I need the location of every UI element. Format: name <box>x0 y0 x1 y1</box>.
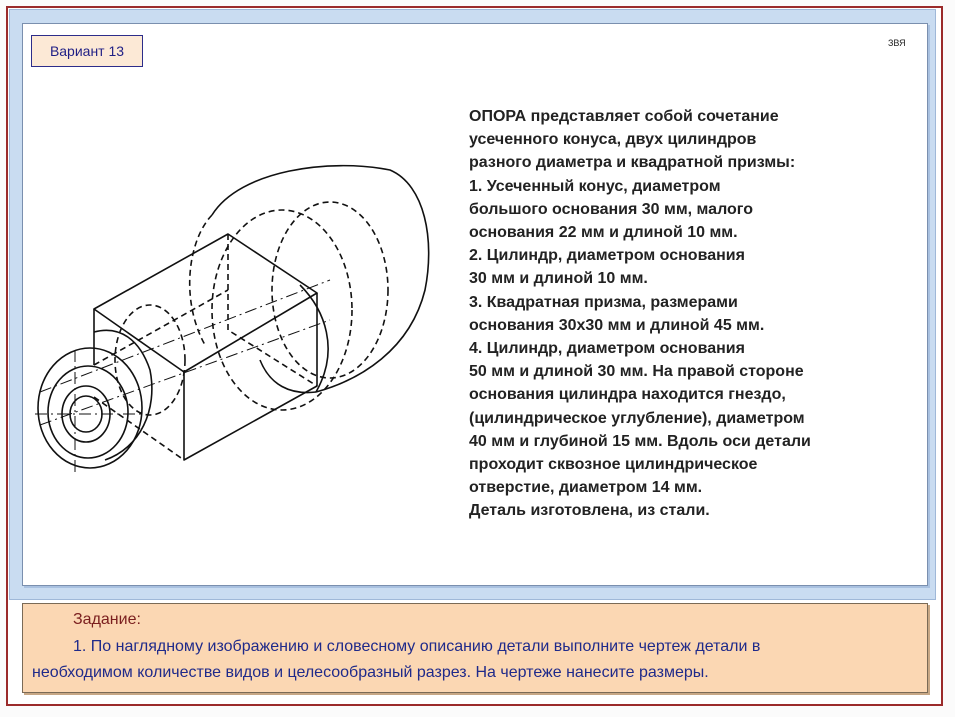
description-line: ОПОРА представляет собой сочетание <box>469 108 779 125</box>
description-line: основания 22 мм и длиной 10 мм. <box>469 224 738 242</box>
part-description <box>469 105 919 523</box>
description-line: 3. Квадратная призма, размерами <box>469 293 738 311</box>
description-line: 40 мм и глубиной 15 мм. Вдоль оси детали <box>469 432 811 450</box>
description-line: основания 30х30 мм и длиной 45 мм. <box>469 316 765 334</box>
description-line: отверстие, диаметром 14 мм. <box>469 479 703 497</box>
description-line: основания цилиндра находится гнездо, <box>469 386 786 404</box>
variant-badge: Вариант 13 <box>31 35 143 67</box>
corner-mark: ЗВЯ <box>888 38 906 48</box>
task-title: Задание: <box>73 611 141 628</box>
square-prism <box>94 234 317 460</box>
description-line: проходит сквозное цилиндрическое <box>469 456 758 474</box>
description-line: усеченного конуса, двух цилиндров <box>469 131 757 149</box>
description-line: разного диаметра и квадратной призмы: <box>469 154 796 172</box>
description-line: 30 мм и длиной 10 мм. <box>469 270 648 288</box>
task-line-1: 1. По наглядному изображению и словесному описанию детали выполните чертеж детали в <box>73 638 761 655</box>
isometric-support-drawing <box>30 160 450 480</box>
description-line: 2. Цилиндр, диаметром основания <box>469 247 745 265</box>
description-line: (цилиндрическое углубление), диаметром <box>469 409 805 427</box>
description-line: Деталь изготовлена, из стали. <box>469 502 710 520</box>
description-line: большого основания 30 мм, малого <box>469 200 754 218</box>
description-line: 50 мм и длиной 30 мм. На правой стороне <box>469 363 804 381</box>
description-line: 4. Цилиндр, диаметром основания <box>469 340 745 358</box>
small-cylinder-cone <box>35 280 330 475</box>
task-line-2: необходимом количестве видов и целесообразный разрез. На чертеже нанесите размеры. <box>32 664 709 681</box>
description-line: 1. Усеченный конус, диаметром <box>469 177 721 195</box>
